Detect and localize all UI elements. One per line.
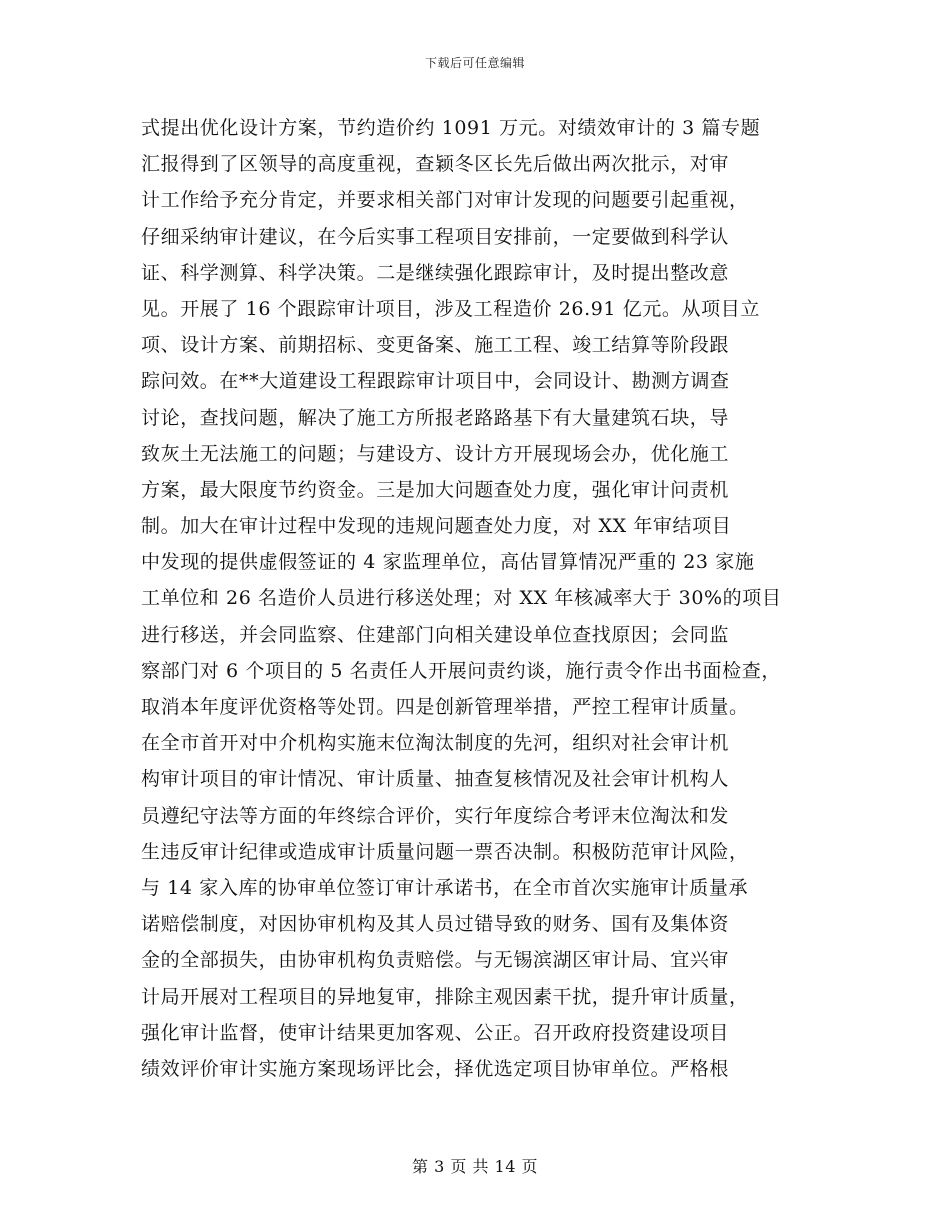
text-line: 构审计项目的审计情况、审计质量、抽查复核情况及社会审计机构人: [141, 768, 730, 791]
text-line: 计局开展对工程项目的异地复审，排除主观因素干扰，提升审计质量，: [141, 985, 749, 1008]
text-line: 见。开展了 16 个跟踪审计项目，涉及工程造价 26.91 亿元。从项目立: [141, 297, 760, 320]
text-line: 员遵纪守法等方面的年终综合评价，实行年度综合考评末位淘汰和发: [141, 804, 730, 827]
text-line: 金的全部损失，由协审机构负责赔偿。与无锡滨湖区审计局、宜兴审: [141, 949, 730, 972]
text-line: 与 14 家入库的协审单位签订审计承诺书，在全市首次实施审计质量承: [141, 876, 749, 899]
text-line: 仔细采纳审计建议，在今后实事工程项目安排前，一定要做到科学认: [141, 225, 730, 248]
text-line: 中发现的提供虚假签证的 4 家监理单位，高估冒算情况严重的 23 家施: [141, 551, 755, 574]
body-text: [141, 110, 841, 1087]
text-line: 察部门对 6 个项目的 5 名责任人开展问责约谈，施行责令作出书面检查，: [141, 659, 781, 682]
text-line: 强化审计监督，使审计结果更加客观、公正。召开政府投资建设项目: [141, 1021, 730, 1044]
text-line: 致灰土无法施工的问题；与建设方、设计方开展现场会办，优化施工: [141, 442, 730, 465]
text-line: 在全市首开对中介机构实施末位淘汰制度的先河，组织对社会审计机: [141, 732, 730, 755]
text-line: 工单位和 26 名造价人员进行移送处理；对 XX 年核减率大于 30%的项目: [141, 587, 782, 610]
page-footer: 第 3 页 共 14 页: [412, 1157, 538, 1176]
text-line: 生违反审计纪律或造成审计质量问题一票否决制。积极防范审计风险，: [141, 840, 749, 863]
text-line: 汇报得到了区领导的高度重视，查颖冬区长先后做出两次批示，对审: [141, 153, 730, 176]
text-line: 进行移送，并会同监察、住建部门向相关建设单位查找原因；会同监: [141, 623, 730, 646]
text-line: 诺赔偿制度，对因协审机构及其人员过错导致的财务、国有及集体资: [141, 913, 730, 936]
text-line: 项、设计方案、前期招标、变更备案、施工工程、竣工结算等阶段跟: [141, 334, 730, 357]
text-line: 方案，最大限度节约资金。三是加大问题查处力度，强化审计问责机: [141, 478, 730, 501]
text-line: 踪问效。在**大道建设工程跟踪审计项目中，会同设计、勘测方调查: [141, 370, 730, 393]
text-line: 绩效评价审计实施方案现场评比会，择优选定项目协审单位。严格根: [141, 1057, 730, 1080]
text-line: 制。加大在审计过程中发现的违规问题查处力度，对 XX 年审结项目: [141, 515, 732, 538]
header-note: 下载后可任意编辑: [424, 56, 525, 70]
text-line: 证、科学测算、科学决策。二是继续强化跟踪审计，及时提出整改意: [141, 261, 730, 284]
text-line: 讨论，查找问题，解决了施工方所报老路路基下有大量建筑石块，导: [141, 406, 730, 429]
text-line: 取消本年度评优资格等处罚。四是创新管理举措，严控工程审计质量。: [141, 696, 749, 718]
text-line: 计工作给予充分肯定，并要求相关部门对审计发现的问题要引起重视，: [141, 189, 749, 212]
text-line: 式提出优化设计方案，节约造价约 1091 万元。对绩效审计的 3 篇专题: [141, 117, 761, 139]
